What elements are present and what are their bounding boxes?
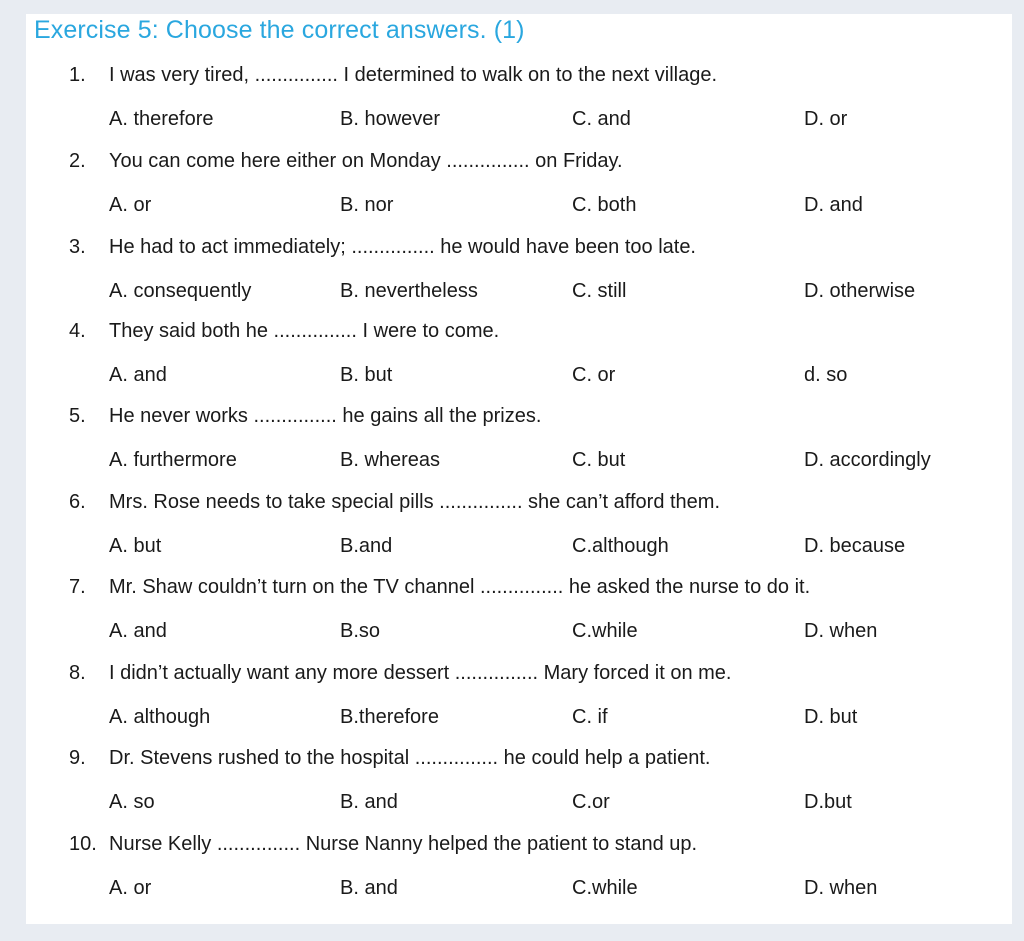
option-c: C.or [572, 791, 610, 813]
option-c: C. and [572, 108, 631, 130]
question-number: 8. [69, 662, 86, 684]
option-d: D. because [804, 535, 906, 557]
question-text: I was very tired, ............... I determined to walk on to the next village. [109, 64, 718, 86]
question-number: 7. [69, 576, 86, 598]
option-c: C. still [572, 280, 627, 302]
question-number: 9. [69, 747, 86, 769]
option-a: A. furthermore [109, 449, 237, 471]
option-d: D. or [804, 108, 848, 130]
question-1 [26, 64, 1006, 144]
question-number: 6. [69, 491, 86, 513]
question-number: 1. [69, 64, 86, 86]
question-10 [26, 833, 1006, 913]
option-c: C.while [572, 620, 638, 642]
option-b: B.and [340, 535, 393, 557]
option-b: B. however [340, 108, 441, 130]
exercise-title: Exercise 5: Choose the correct answers. (1) [34, 16, 525, 44]
option-b: B. and [340, 877, 398, 899]
question-3 [26, 236, 1006, 316]
option-d: d. so [804, 364, 848, 386]
option-a: A. consequently [109, 280, 252, 302]
option-a: A. and [109, 620, 167, 642]
option-a: A. but [109, 535, 162, 557]
question-text: He had to act immediately; ............... he would have been too late. [109, 236, 696, 258]
question-number: 3. [69, 236, 86, 258]
question-text: I didn’t actually want any more dessert ............... Mary forced it on me. [109, 662, 732, 684]
option-d: D.but [804, 791, 852, 813]
option-d: D. when [804, 620, 878, 642]
option-b: B.so [340, 620, 381, 642]
question-7 [26, 576, 1006, 656]
question-8 [26, 662, 1006, 742]
question-number: 2. [69, 150, 86, 172]
question-number: 5. [69, 405, 86, 427]
option-a: A. or [109, 194, 152, 216]
option-d: D. but [804, 706, 858, 728]
question-text: You can come here either on Monday ............... on Friday. [109, 150, 623, 172]
question-text: Dr. Stevens rushed to the hospital ............... he could help a patient. [109, 747, 711, 769]
option-c: C. both [572, 194, 637, 216]
option-b: B. and [340, 791, 398, 813]
option-a: A. although [109, 706, 211, 728]
option-d: D. when [804, 877, 878, 899]
question-text: Mrs. Rose needs to take special pills ............... she can’t afford them. [109, 491, 721, 513]
option-c: C. but [572, 449, 626, 471]
option-c: C.while [572, 877, 638, 899]
question-5 [26, 405, 1006, 485]
question-text: Nurse Kelly ............... Nurse Nanny helped the patient to stand up. [109, 833, 698, 855]
option-c: C. if [572, 706, 608, 728]
option-b: B. nor [340, 194, 394, 216]
option-a: A. or [109, 877, 152, 899]
question-text: He never works ............... he gains all the prizes. [109, 405, 542, 427]
worksheet-page [26, 14, 1012, 924]
option-d: D. and [804, 194, 863, 216]
option-d: D. otherwise [804, 280, 916, 302]
question-4 [26, 320, 1006, 400]
option-d: D. accordingly [804, 449, 931, 471]
option-c: C.although [572, 535, 669, 557]
option-a: A. so [109, 791, 155, 813]
option-b: B. whereas [340, 449, 441, 471]
question-text: They said both he ............... I were to come. [109, 320, 500, 342]
option-c: C. or [572, 364, 616, 386]
question-text: Mr. Shaw couldn’t turn on the TV channel ............... he asked the nurse to do it. [109, 576, 811, 598]
question-number: 4. [69, 320, 86, 342]
option-b: B. but [340, 364, 393, 386]
question-2 [26, 150, 1006, 230]
question-number: 10. [69, 833, 97, 855]
question-9 [26, 747, 1006, 827]
option-b: B. nevertheless [340, 280, 478, 302]
option-a: A. therefore [109, 108, 214, 130]
option-a: A. and [109, 364, 167, 386]
option-b: B.therefore [340, 706, 439, 728]
question-6 [26, 491, 1006, 571]
